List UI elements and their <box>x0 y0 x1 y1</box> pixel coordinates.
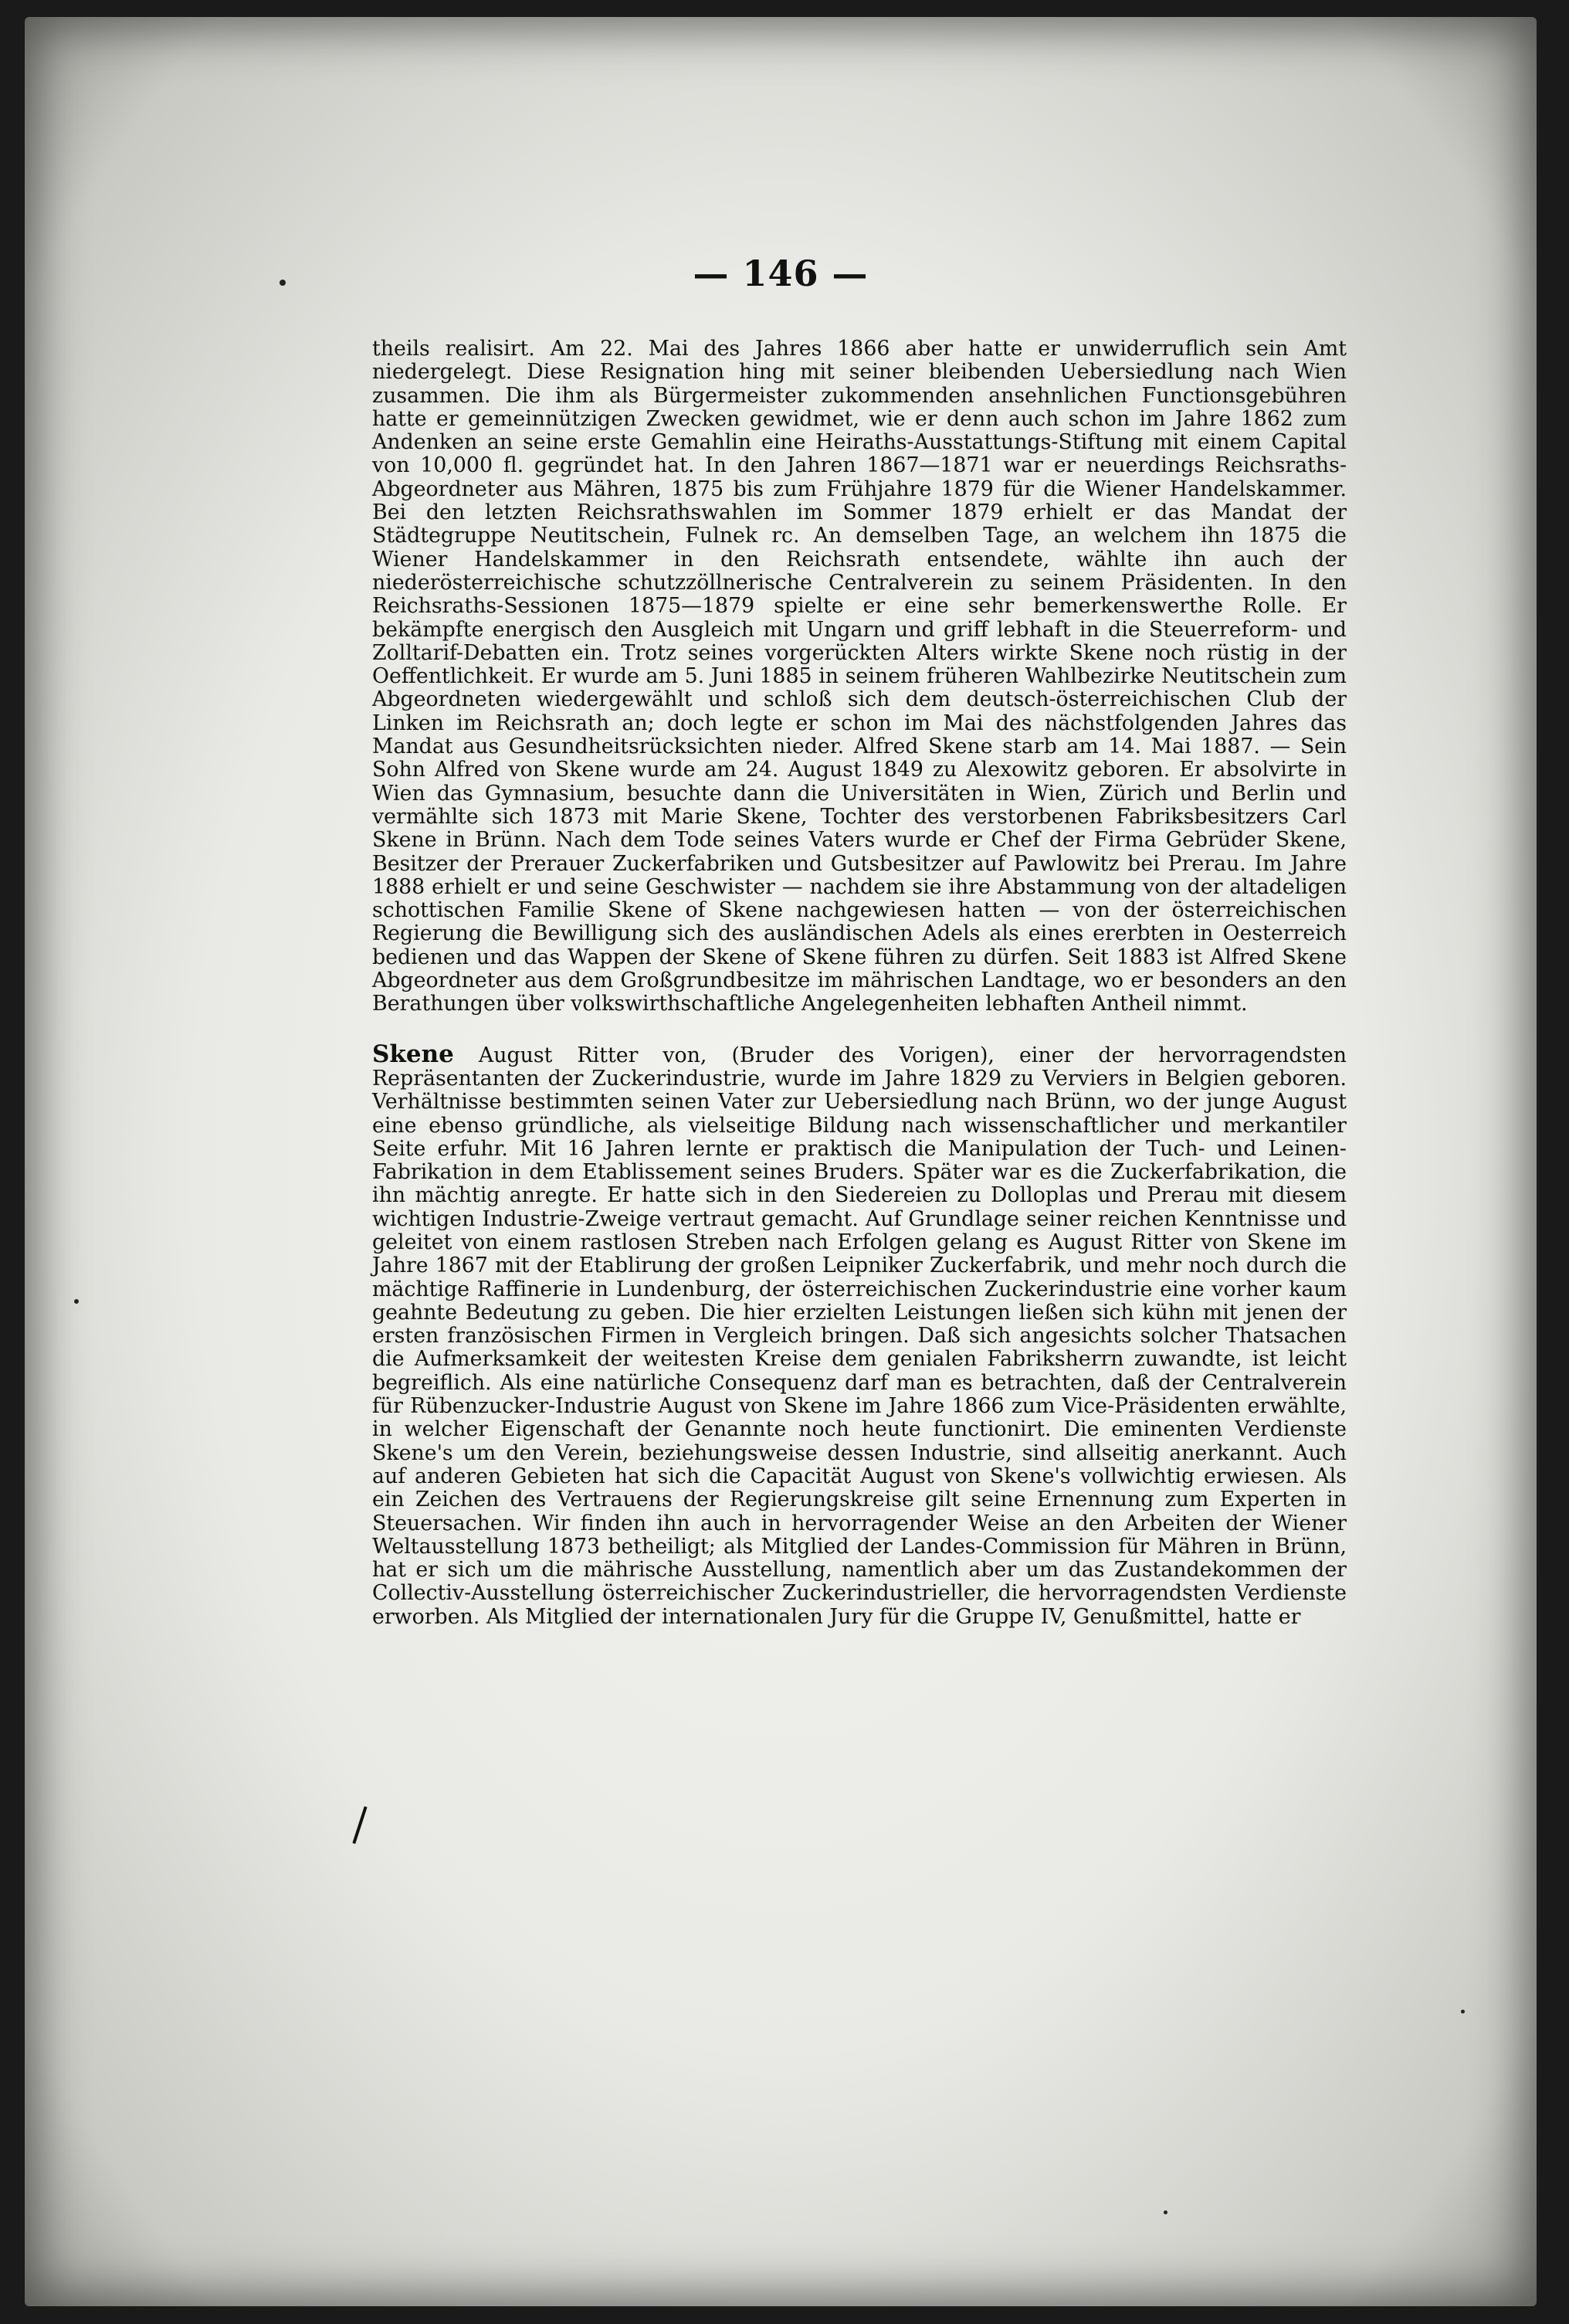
scan-speck <box>1461 2010 1465 2014</box>
page-number: — 146 — <box>693 253 869 294</box>
paragraph <box>372 338 1347 1016</box>
entry-headword: Skene <box>372 1040 454 1068</box>
paper-sheet <box>25 17 1537 2306</box>
scan-speck <box>74 1299 79 1304</box>
paragraph <box>372 1040 1347 1629</box>
text-body <box>372 338 1347 1629</box>
scan-speck <box>280 280 286 286</box>
paragraph-text: theils realisirt. Am 22. Mai des Jahres 1866 aber hatte er unwiderruflich sein Amt niedergelegt. Diese Resignation hing mit seiner bleibenden Uebersiedlung nach Wien zusammen. Die ihm als Bürgermeister zukommenden ansehnlichen Functionsgebühren hatte er gemeinnützigen Zwecken gewidmet, wie er denn auch schon im Jahre 1862 zum Andenken an seine erste Gemahlin eine Heiraths-Ausstattungs-Stiftung mit einem Capital von 10,000 fl. gegründet hat. In den Jahren 1867—1871 war er neuerdings Reichsraths-Abgeordneter aus Mähren, 1875 bis zum Frühjahre 1879 für die Wiener Handelskammer. Bei den letzten Reichsrathswahlen im Sommer 1879 erhielt er das Mandat der Städtegruppe Neutitschein, Fulnek rc. An demselben Tage, an welchem ihn 1875 die Wiener Handelskammer in den Reichsrath entsendete, wählte ihn auch der niederösterreichische schutzzöllnerische Centralverein zu seinem Präsidenten. In den Reichsraths-Sessionen 1875—1879 spielte er eine sehr bemerkenswerthe Rolle. Er bekämpfte energisch den Ausgleich mit Ungarn und griff lebhaft in die Steuerreform- und Zolltarif-Debatten ein. Trotz seines vorgerückten Alters wirkte Skene noch rüstig in der Oeffentlichkeit. Er wurde am 5. Juni 1885 in seinem früheren Wahlbezirke Neutitschein zum Abgeordneten wiedergewählt und schloß sich dem deutsch-österreichischen Club der Linken im Reichsrath an; doch legte er schon im Mai des nächstfolgenden Jahres das Mandat aus Gesundheitsrücksichten nieder. Alfred Skene starb am 14. Mai 1887. — Sein Sohn Alfred von Skene wurde am 24. August 1849 zu Alexowitz geboren. Er absolvirte in Wien das Gymnasium, besuchte dann die Universitäten in Wien, Zürich und Berlin und vermählte sich 1873 mit Marie Skene, Tochter des verstorbenen Fabriksbesitzers Carl Skene in Brünn. Nach dem Tode seines Vaters wurde er Chef der Firma Gebrüder Skene, Besitzer der Prerauer Zuckerfabriken und Gutsbesitzer auf Pawlowitz bei Prerau. Im Jahre 1888 erhielt er und seine Geschwister — nachdem sie ihre Abstammung von der altadeligen schottischen Familie Skene of Skene nachgewiesen hatten — von der österreichischen Regierung die Bewilligung sich des ausländischen Adels als eines ererbten in Oesterreich bedienen und das Wappen der Skene of Skene führen zu dürfen. Seit 1883 ist Alfred Skene Abgeordneter aus dem Großgrundbesitze im mährischen Landtage, wo er besonders an den Berathungen über volkswirthschaftliche Angelegenheiten lebhaften Antheil nimmt. <box>372 337 1347 1016</box>
scan-speck <box>1164 2210 1167 2214</box>
margin-pencil-mark <box>352 1807 367 1844</box>
paragraph-text: August Ritter von, (Bruder des Vorigen), einer der hervorragendsten Repräsentanten der Zuckerindustrie, wurde im Jahre 1829 zu Verviers in Belgien geboren. Verhältnisse bestimmten seinen Vater zur Uebersiedlung nach Brünn, wo der junge August eine ebenso gründliche, als vielseitige Bildung nach wissenschaftlicher und merkantiler Seite erfuhr. Mit 16 Jahren lernte er praktisch die Manipulation der Tuch- und Leinen-Fabrikation in dem Etablissement seines Bruders. Später war es die Zuckerfabrikation, die ihn mächtig anregte. Er hatte sich in den Siedereien zu Dolloplas und Prerau mit diesem wichtigen Industrie-Zweige vertraut gemacht. Auf Grundlage seiner reichen Kenntnisse und geleitet von einem rastlosen Streben nach Erfolgen gelang es August Ritter von Skene im Jahre 1867 mit der Etablirung der großen Leipniker Zuckerfabrik, und mehr noch durch die mächtige Raffinerie in Lundenburg, der österreichischen Zuckerindustrie eine vorher kaum geahnte Bedeutung zu geben. Die hier erzielten Leistungen ließen sich kühn mit jenen der ersten französischen Firmen in Vergleich bringen. Daß sich angesichts solcher Thatsachen die Aufmerksamkeit der weitesten Kreise dem genialen Fabriksherrn zuwandte, ist leicht begreiflich. Als eine natürliche Consequenz darf man es betrachten, daß der Centralverein für Rübenzucker-Industrie August von Skene im Jahre 1866 zum Vice-Präsidenten erwählte, in welcher Eigenschaft der Genannte noch heute functionirt. Die eminenten Verdienste Skene's um den Verein, beziehungsweise dessen Industrie, sind allseitig anerkannt. Auch auf anderen Gebieten hat sich die Capacität August von Skene's vollwichtig erwiesen. Als ein Zeichen des Vertrauens der Regierungskreise gilt seine Ernennung zum Experten in Steuersachen. Wir finden ihn auch in hervorragender Weise an den Arbeiten der Wiener Weltausstellung 1873 betheiligt; als Mitglied der Landes-Commission für Mähren in Brünn, hat er sich um die mährische Ausstellung, namentlich aber um das Zustandekommen der Collectiv-Ausstellung österreichischer Zuckerindustrieller, die hervorragendsten Verdienste erworben. Als Mitglied der internationalen Jury für die Gruppe IV, Genußmittel, hatte er <box>372 1043 1347 1629</box>
